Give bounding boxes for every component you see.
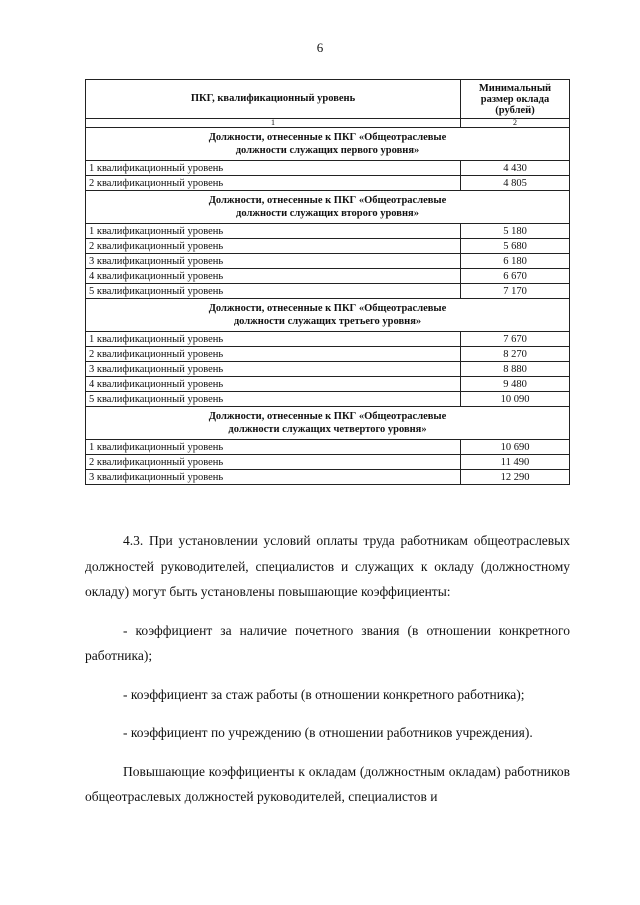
table-row — [86, 332, 570, 347]
salary-table — [85, 79, 570, 485]
list-item-institution: - коэффициент по учреждению (в отношении работников учреждения). — [123, 725, 533, 740]
header-qualification-level: ПКГ, квалификационный уровень — [86, 80, 461, 119]
group-title-line2: должности служащих третьего уровня» — [233, 316, 422, 327]
table-row — [86, 470, 570, 485]
salary-amount-cell: 8 880 — [461, 362, 570, 377]
salary-amount-cell: 5 680 — [461, 239, 570, 254]
header-min-salary — [461, 80, 570, 119]
salary-amount-cell: 9 480 — [461, 377, 570, 392]
table-row — [86, 455, 570, 470]
column-number-2: 2 — [461, 119, 570, 128]
group-header-row — [86, 407, 570, 440]
table-row — [86, 254, 570, 269]
group-title-line2: должности служащих второго уровня» — [236, 208, 419, 219]
table-row — [86, 377, 570, 392]
group-title-line1: Должности, отнесенные к ПКГ «Общеотраслевые — [208, 411, 447, 422]
table-row — [86, 440, 570, 455]
salary-amount-cell: 6 180 — [461, 254, 570, 269]
salary-amount-cell: 11 490 — [461, 455, 570, 470]
header-min-salary-line1: Минимальный — [478, 82, 552, 94]
page-number: 6 — [316, 40, 324, 55]
table-header-row — [86, 80, 570, 119]
qualification-level-cell: 2 квалификационный уровень — [86, 347, 461, 362]
salary-amount-cell: 4 430 — [461, 161, 570, 176]
qualification-level-cell: 1 квалификационный уровень — [86, 440, 461, 455]
group-title — [86, 191, 570, 224]
column-number-1: 1 — [86, 119, 461, 128]
table-row — [86, 239, 570, 254]
group-header-row — [86, 299, 570, 332]
group-title-line1: Должности, отнесенные к ПКГ «Общеотраслевые — [208, 132, 447, 143]
table-row — [86, 176, 570, 191]
salary-amount-cell: 7 170 — [461, 284, 570, 299]
paragraph-4-3: 4.3. При установлении условий оплаты труда работникам общеотраслевых должностей руководителей, специалистов и служащих к окладу (должностному окладу) могут быть установлены повышающие коэффициенты: — [85, 533, 570, 599]
qualification-level-cell: 2 квалификационный уровень — [86, 455, 461, 470]
salary-amount-cell: 5 180 — [461, 224, 570, 239]
table-row — [86, 224, 570, 239]
header-min-salary-line3: (рублей) — [495, 104, 535, 116]
table-row — [86, 284, 570, 299]
group-header-row — [86, 128, 570, 161]
salary-amount-cell: 10 090 — [461, 392, 570, 407]
list-item-work-experience: - коэффициент за стаж работы (в отношении конкретного работника); — [123, 686, 525, 702]
table-row — [86, 269, 570, 284]
group-title-line2: должности служащих первого уровня» — [235, 145, 420, 156]
group-title-line2: должности служащих четвертого уровня» — [228, 424, 427, 435]
group-title — [86, 407, 570, 440]
qualification-level-cell: 3 квалификационный уровень — [86, 362, 461, 377]
qualification-level-cell: 4 квалификационный уровень — [86, 269, 461, 284]
body-text — [85, 528, 570, 810]
column-number-row — [86, 119, 570, 128]
qualification-level-cell: 1 квалификационный уровень — [86, 224, 461, 239]
qualification-level-cell: 1 квалификационный уровень — [86, 332, 461, 347]
qualification-level-cell: 3 квалификационный уровень — [86, 470, 461, 485]
salary-amount-cell: 4 805 — [461, 176, 570, 191]
salary-amount-cell: 7 670 — [461, 332, 570, 347]
salary-amount-cell: 10 690 — [461, 440, 570, 455]
group-header-row — [86, 191, 570, 224]
group-title — [86, 128, 570, 161]
qualification-level-cell: 3 квалификационный уровень — [86, 254, 461, 269]
header-min-salary-line2: размер оклада — [480, 93, 550, 105]
table-row — [86, 161, 570, 176]
salary-amount-cell: 12 290 — [461, 470, 570, 485]
salary-amount-cell: 6 670 — [461, 269, 570, 284]
group-title-line1: Должности, отнесенные к ПКГ «Общеотраслевые — [208, 303, 447, 314]
qualification-level-cell: 1 квалификационный уровень — [86, 161, 461, 176]
qualification-level-cell: 2 квалификационный уровень — [86, 176, 461, 191]
qualification-level-cell: 2 квалификационный уровень — [86, 239, 461, 254]
qualification-level-cell: 5 квалификационный уровень — [86, 284, 461, 299]
table-row — [86, 392, 570, 407]
qualification-level-cell: 5 квалификационный уровень — [86, 392, 461, 407]
table-row — [86, 347, 570, 362]
table-row — [86, 362, 570, 377]
paragraph-coefficients: Повышающие коэффициенты к окладам (должностным окладам) работников общеотраслевых должностей руководителей, специалистов и — [85, 763, 570, 804]
list-item-honorary-title: - коэффициент за наличие почетного звания (в отношении конкретного работника); — [85, 622, 570, 663]
group-title-line1: Должности, отнесенные к ПКГ «Общеотраслевые — [208, 195, 447, 206]
group-title — [86, 299, 570, 332]
salary-amount-cell: 8 270 — [461, 347, 570, 362]
qualification-level-cell: 4 квалификационный уровень — [86, 377, 461, 392]
